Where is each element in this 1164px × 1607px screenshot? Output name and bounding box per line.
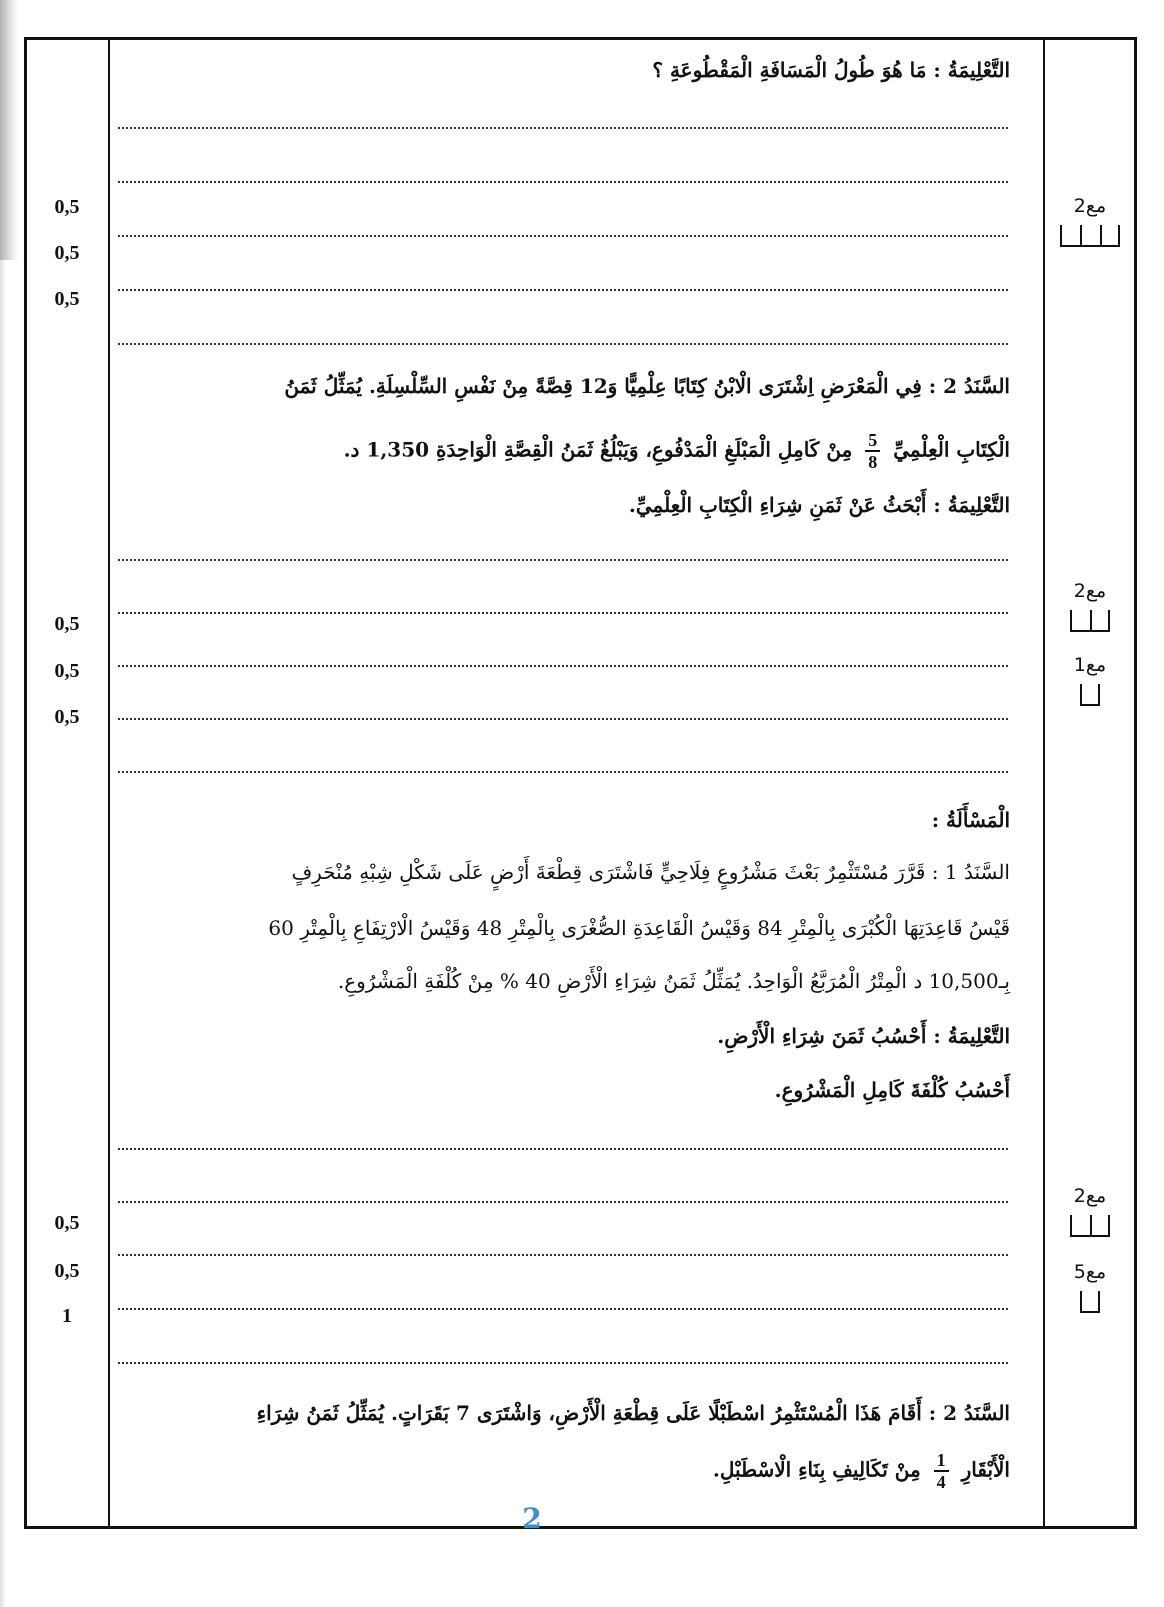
criterion-checkboxes[interactable] bbox=[1046, 1291, 1134, 1315]
answer-line[interactable] bbox=[118, 343, 1008, 345]
fraction-1-4 bbox=[934, 1450, 949, 1492]
answer-line[interactable] bbox=[118, 127, 1008, 129]
score-value: 0,5 bbox=[54, 242, 80, 264]
fraction-numerator: 5 bbox=[865, 430, 880, 452]
score-value: 0,5 bbox=[54, 1260, 80, 1282]
fraction-denominator: 4 bbox=[936, 1472, 946, 1492]
answer-line[interactable] bbox=[118, 1148, 1008, 1150]
answer-line[interactable] bbox=[118, 235, 1008, 237]
criterion-group bbox=[1046, 195, 1134, 249]
answer-line[interactable] bbox=[118, 718, 1008, 720]
score-value: 0,5 bbox=[54, 288, 80, 310]
answer-line[interactable] bbox=[118, 181, 1008, 183]
page-number: 2 bbox=[522, 1502, 542, 1535]
instruction-project-cost: أَحْسُبُ كُلْفَةَ كَامِلِ الْمَشْرُوعِ. bbox=[774, 1078, 1010, 1102]
sanad2-line2-b: مِنْ كَامِلِ الْمَبْلَغِ الْمَدْفُوعِ، وَيَبْلُغُ ثَمَنُ الْقِصَّةِ الْوَاحِدَةِ 1,350 د. bbox=[343, 437, 853, 462]
criterion-checkboxes[interactable] bbox=[1046, 225, 1134, 249]
answer-line[interactable] bbox=[118, 612, 1008, 614]
fraction-denominator: 8 bbox=[868, 452, 878, 472]
criterion-group bbox=[1046, 1185, 1134, 1239]
criterion-group bbox=[1046, 580, 1134, 634]
criterion-group bbox=[1046, 1261, 1134, 1315]
criteria-column-divider bbox=[1043, 37, 1045, 1529]
fraction-5-8 bbox=[865, 430, 880, 472]
answer-line[interactable] bbox=[118, 1308, 1008, 1310]
criterion-label: مع2 bbox=[1073, 1185, 1107, 1207]
problem-sanad1-line2: قَيْسُ قَاعِدَتِهَا الْكُبْرَى بِالْمِتْرِ 84 وَقَيْسُ الْقَاعِدَةِ الصُّغْرَى بِالْمِتْرِ 48 وَقَيْسُ الْارْتِفَاعِ بِالْمِتْرِ 60 bbox=[268, 916, 1010, 940]
scan-shadow bbox=[0, 0, 18, 260]
problem-sanad1-line3: بِـ10,500 د الْمِتْرُ الْمُرَبَّعُ الْوَاحِدُ. يُمَثِّلُ ثَمَنُ شِرَاءِ الْأَرْضِ 40 % مِنْ كُلْفَةِ الْمَشْرُوعِ. bbox=[337, 969, 1010, 993]
score-value: 0,5 bbox=[54, 706, 80, 728]
fraction-numerator: 1 bbox=[934, 1450, 949, 1472]
problem-sanad2-line1: السَّنَدُ 2 : أَقَامَ هَذَا الْمُسْتَثْمِرُ اسْطَبْلًا عَلَى قِطْعَةِ الْأَرْضِ، وَاشْتَرَى 7 بَقَرَاتٍ. يُمَثِّلُ ثَمَنُ شِرَاءِ bbox=[256, 1401, 1010, 1425]
problem-sanad2-line2 bbox=[116, 1450, 1010, 1492]
sanad2-line2 bbox=[116, 430, 1010, 472]
exam-frame bbox=[24, 37, 1137, 1529]
score-value: 1 bbox=[62, 1305, 72, 1327]
criterion-label: مع2 bbox=[1073, 195, 1107, 217]
score-value: 0,5 bbox=[54, 1212, 80, 1234]
scan-shadow-lower bbox=[0, 260, 6, 1607]
instruction-book-price: التَّعْلِيمَةُ : أَبْحَثُ عَنْ ثَمَنِ شِرَاءِ الْكِتَابِ الْعِلْمِيِّ. bbox=[628, 493, 1010, 517]
criterion-label: مع2 bbox=[1073, 580, 1107, 602]
problem-sanad2-line2-a: الْأَبْقَارِ bbox=[961, 1457, 1010, 1482]
criterion-checkboxes[interactable] bbox=[1046, 684, 1134, 708]
answer-line[interactable] bbox=[118, 1362, 1008, 1364]
score-value: 0,5 bbox=[54, 613, 80, 635]
instruction-land-price: التَّعْلِيمَةُ : أَحْسُبُ ثَمَنَ شِرَاءِ الْأَرْضِ. bbox=[717, 1024, 1010, 1048]
answer-line[interactable] bbox=[118, 771, 1008, 773]
answer-line[interactable] bbox=[118, 1254, 1008, 1256]
criterion-label: مع5 bbox=[1073, 1261, 1107, 1283]
criterion-checkboxes[interactable] bbox=[1046, 610, 1134, 634]
score-value: 0,5 bbox=[54, 196, 80, 218]
answer-line[interactable] bbox=[118, 289, 1008, 291]
answer-line[interactable] bbox=[118, 1201, 1008, 1203]
criterion-checkboxes[interactable] bbox=[1046, 1215, 1134, 1239]
score-column-divider bbox=[108, 37, 110, 1529]
answer-line[interactable] bbox=[118, 559, 1008, 561]
problem-sanad2-line2-b: مِنْ تَكَالِيفِ بِنَاءِ الْاسْطَبْلِ. bbox=[712, 1457, 921, 1482]
problem-title: الْمَسْأَلَةُ : bbox=[931, 808, 1010, 832]
answer-line[interactable] bbox=[118, 665, 1008, 667]
problem-sanad1-line1: السَّنَدُ 1 : قَرَّرَ مُسْتَثْمِرٌ بَعْثَ مَشْرُوعٍ فِلَاحِيٍّ فَاشْتَرَى قِطْعَةَ أَرْضٍ عَلَى شَكْلِ شِبْهِ مُنْحَرِفٍ bbox=[291, 860, 1010, 884]
score-value: 0,5 bbox=[54, 660, 80, 682]
instruction-distance: التَّعْلِيمَةُ : مَا هُوَ طُولُ الْمَسَافَةِ الْمَقْطُوعَةِ ؟ bbox=[652, 58, 1010, 82]
criterion-label: مع1 bbox=[1073, 654, 1107, 676]
sanad2-line2-a: الْكِتَابِ الْعِلْمِيِّ bbox=[893, 437, 1010, 462]
criterion-group bbox=[1046, 654, 1134, 708]
sanad2-line1: السَّنَدُ 2 : فِي الْمَعْرَضِ اِشْتَرَى الْابْنُ كِتَابًا عِلْمِيًّا وَ12 قِصَّةً مِنْ نَفْسِ السِّلْسِلَةِ. يُمَثِّلُ ثَمَنُ bbox=[284, 374, 1010, 398]
